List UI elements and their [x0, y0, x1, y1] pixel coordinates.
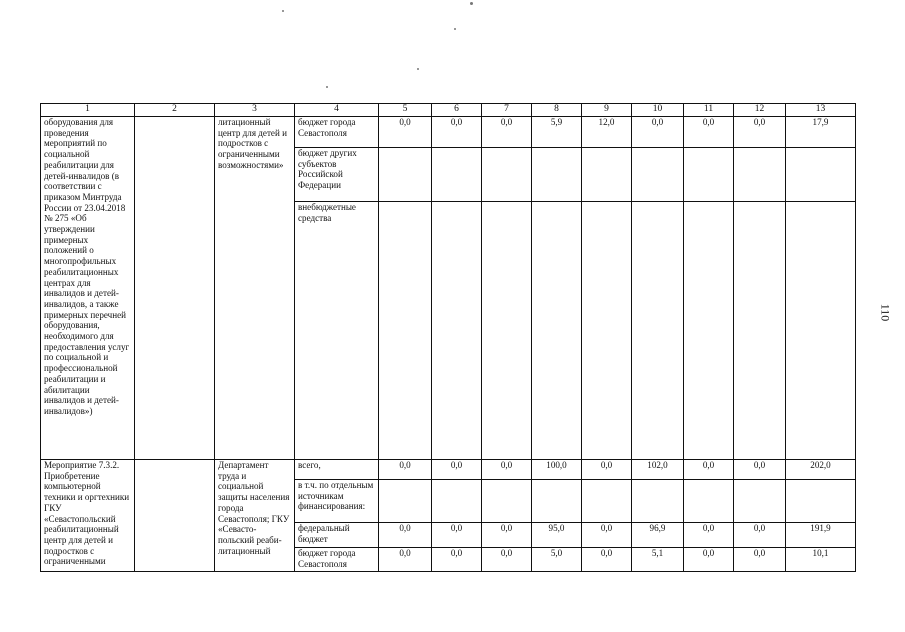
funding-source: всего, — [295, 460, 379, 480]
value-cell — [532, 480, 582, 523]
value-cell: 10,1 — [786, 548, 856, 572]
empty-cell — [135, 117, 215, 460]
value-cell: 95,0 — [532, 523, 582, 548]
scan-speck — [326, 86, 328, 88]
funding-source: бюджет города Севастополя — [295, 117, 379, 148]
value-cell: 0,0 — [582, 548, 632, 572]
value-cell: 191,9 — [786, 523, 856, 548]
value-cell: 96,9 — [632, 523, 684, 548]
page-number: 110 — [878, 303, 893, 322]
measure-description: Мероприятие 7.3.2. Приобретение компьютерной техники и оргтехники ГКУ «Севастопольский реабилитационный центр для детей и подростков с ограниченными — [41, 460, 135, 572]
value-cell — [432, 202, 482, 460]
value-cell: 0,0 — [734, 523, 786, 548]
budget-table — [40, 103, 856, 572]
value-cell: 100,0 — [532, 460, 582, 480]
value-cell — [786, 202, 856, 460]
value-cell: 0,0 — [482, 117, 532, 148]
value-cell: 5,9 — [532, 117, 582, 148]
executor-cell: литационный центр для детей и подростков с ограниченными возможностями» — [215, 117, 295, 460]
funding-source: бюджет города Севастополя — [295, 548, 379, 572]
value-cell — [734, 202, 786, 460]
value-cell: 0,0 — [632, 117, 684, 148]
table-row — [41, 117, 856, 148]
value-cell — [684, 480, 734, 523]
value-cell — [532, 148, 582, 202]
value-cell — [684, 202, 734, 460]
header-cell: 3 — [215, 104, 295, 117]
value-cell: 0,0 — [379, 460, 432, 480]
value-cell: 0,0 — [734, 548, 786, 572]
value-cell — [632, 202, 684, 460]
value-cell: 12,0 — [582, 117, 632, 148]
funding-source: бюджет других субъектов Российской Федерации — [295, 148, 379, 202]
funding-source: в т.ч. по отдельным источникам финансирования: — [295, 480, 379, 523]
value-cell — [432, 480, 482, 523]
scan-speck — [454, 28, 456, 30]
header-cell: 1 — [41, 104, 135, 117]
header-cell: 7 — [482, 104, 532, 117]
executor-cell: Департамент труда и социальной защиты населения города Севастополя; ГКУ «Севасто-польский реаби-литационный — [215, 460, 295, 572]
value-cell — [379, 480, 432, 523]
header-row — [41, 104, 856, 117]
value-cell — [532, 202, 582, 460]
value-cell — [482, 202, 532, 460]
value-cell — [379, 148, 432, 202]
value-cell: 0,0 — [482, 460, 532, 480]
value-cell: 0,0 — [379, 548, 432, 572]
funding-source: внебюджетные средства — [295, 202, 379, 460]
measure-description: оборудования для проведения мероприятий по социальной реабилитации для детей-инвалидов (в соответствии с приказом Минтруда России от 23.04.2018 № 275 «Об утверждении примерных положений о многопрофильных реабилитационных центрах для инвалидов и детей-инвалидов, а также примерных перечней оборудования, необходимого для предоставления услуг по социальной и профессиональной реабилитации и абилитации инвалидов и детей-инвалидов») — [41, 117, 135, 460]
value-cell: 0,0 — [482, 548, 532, 572]
value-cell — [786, 480, 856, 523]
value-cell: 0,0 — [379, 117, 432, 148]
header-cell: 8 — [532, 104, 582, 117]
value-cell: 0,0 — [734, 460, 786, 480]
value-cell — [632, 148, 684, 202]
header-cell: 6 — [432, 104, 482, 117]
value-cell: 5,0 — [532, 548, 582, 572]
value-cell: 0,0 — [379, 523, 432, 548]
value-cell: 0,0 — [432, 523, 482, 548]
value-cell — [632, 480, 684, 523]
value-cell: 0,0 — [482, 523, 532, 548]
header-cell: 10 — [632, 104, 684, 117]
value-cell: 0,0 — [432, 548, 482, 572]
scan-speck — [282, 10, 284, 12]
empty-cell — [135, 460, 215, 572]
value-cell: 0,0 — [684, 460, 734, 480]
value-cell — [786, 148, 856, 202]
value-cell: 0,0 — [582, 460, 632, 480]
header-cell: 5 — [379, 104, 432, 117]
funding-source: федеральный бюджет — [295, 523, 379, 548]
value-cell: 0,0 — [432, 117, 482, 148]
scan-speck — [417, 68, 419, 70]
value-cell — [734, 480, 786, 523]
value-cell — [482, 148, 532, 202]
value-cell — [582, 480, 632, 523]
header-cell: 13 — [786, 104, 856, 117]
header-cell: 11 — [684, 104, 734, 117]
value-cell — [684, 148, 734, 202]
value-cell — [582, 148, 632, 202]
value-cell: 0,0 — [734, 117, 786, 148]
value-cell: 102,0 — [632, 460, 684, 480]
header-cell: 4 — [295, 104, 379, 117]
header-cell: 9 — [582, 104, 632, 117]
value-cell: 0,0 — [684, 548, 734, 572]
value-cell: 5,1 — [632, 548, 684, 572]
value-cell — [379, 202, 432, 460]
value-cell: 202,0 — [786, 460, 856, 480]
value-cell: 0,0 — [432, 460, 482, 480]
value-cell: 0,0 — [684, 117, 734, 148]
value-cell — [432, 148, 482, 202]
value-cell — [734, 148, 786, 202]
value-cell — [582, 202, 632, 460]
table-row — [41, 460, 856, 480]
value-cell — [482, 480, 532, 523]
header-cell: 2 — [135, 104, 215, 117]
header-cell: 12 — [734, 104, 786, 117]
value-cell: 0,0 — [684, 523, 734, 548]
scan-speck — [470, 2, 473, 5]
value-cell: 0,0 — [582, 523, 632, 548]
value-cell: 17,9 — [786, 117, 856, 148]
